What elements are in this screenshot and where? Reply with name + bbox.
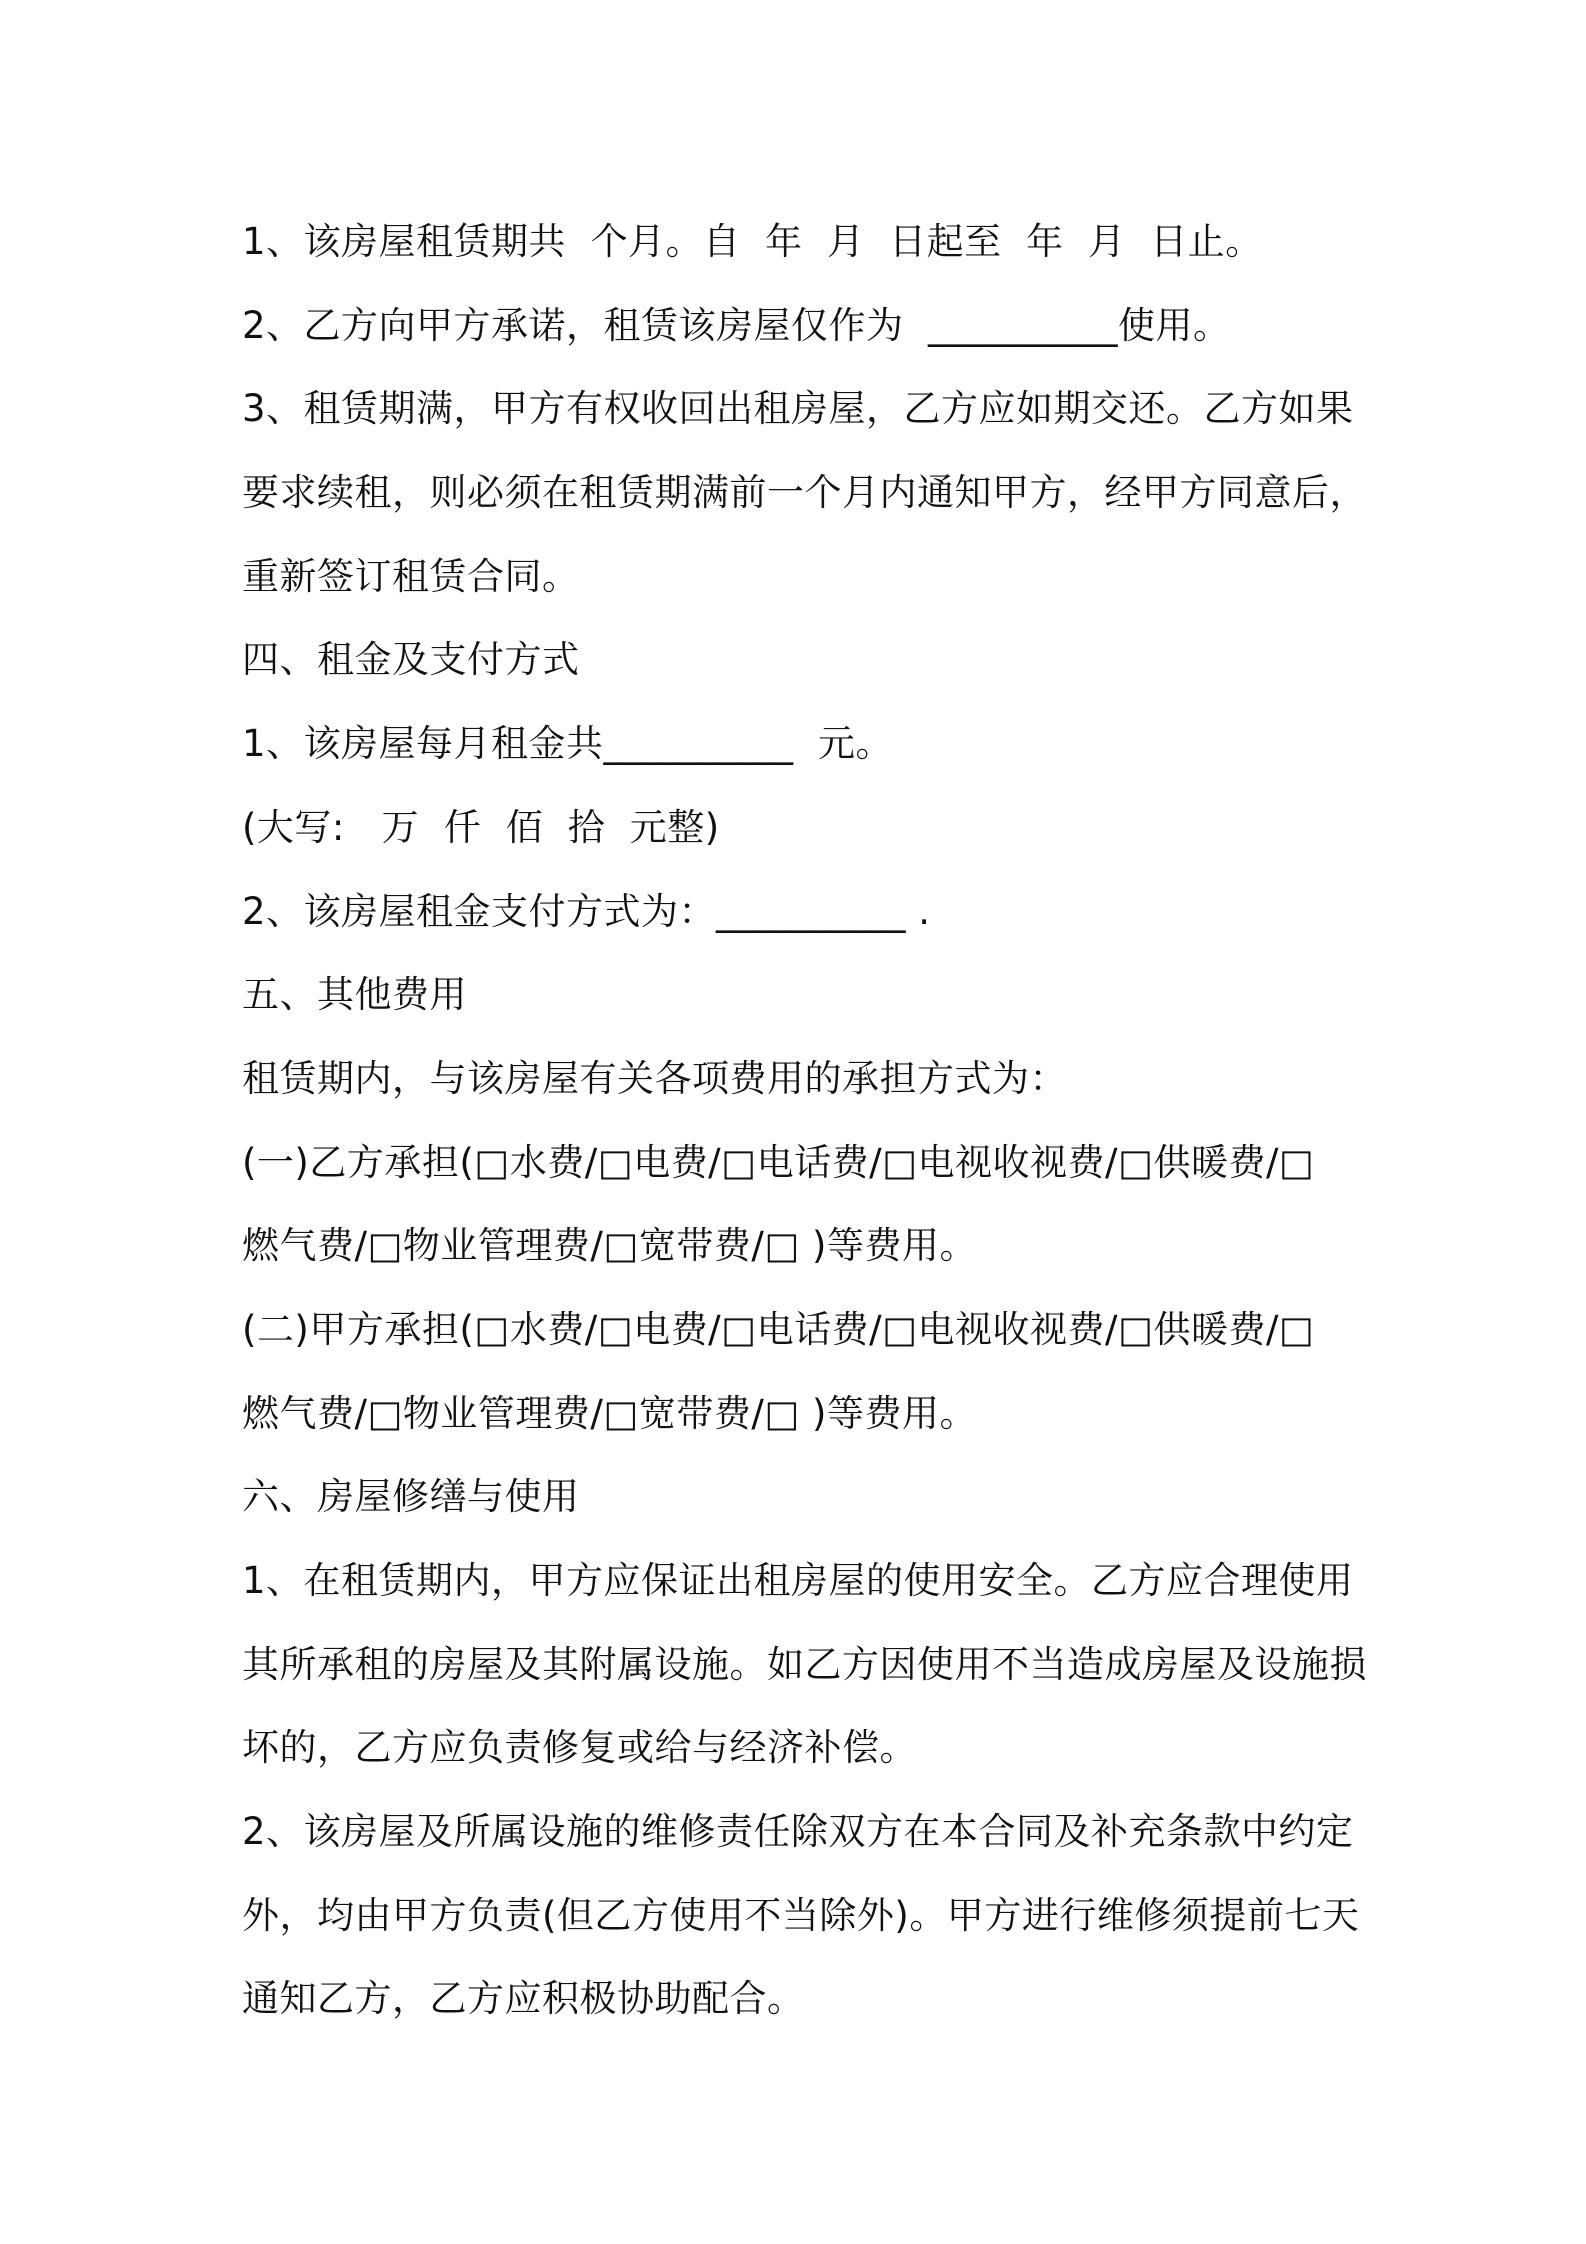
clause-renewal-line-1: 3、租赁期满，甲方有权收回出租房屋，乙方应如期交还。乙方如果 [242,387,1354,431]
clause-maintenance-line-1: 2、该房屋及所属设施的维修责任除双方在本合同及补充条款中约定 [242,1810,1354,1854]
clause-fees-intro: 租赁期内，与该房屋有关各项费用的承担方式为： [242,1056,1067,1100]
clause-landlord-fees-line-2: 燃气费/□物业管理费/□宽带费/□ )等费用。 [242,1391,977,1435]
clause-tenant-fees-line-2: 燃气费/□物业管理费/□宽带费/□ )等费用。 [242,1224,977,1268]
clause-renewal-line-3: 重新签订租赁合同。 [242,554,580,598]
section-heading-repair-use: 六、房屋修缮与使用 [242,1475,580,1519]
clause-landlord-fees-line-1: (二)甲方承担(□水费/□电费/□电话费/□电视收视费/□供暖费/□ [242,1307,1315,1351]
clause-safety-line-2: 其所承租的房屋及其附属设施。如乙方因使用不当造成房屋及设施损 [242,1642,1367,1686]
clause-monthly-rent: 1、该房屋每月租金共__________ 元。 [242,722,894,766]
clause-lease-term: 1、该房屋租赁期共 个月。自 年 月 日起至 年 月 日止。 [242,220,1263,263]
section-heading-other-fees: 五、其他费用 [242,973,467,1017]
clause-safety-line-1: 1、在租赁期内，甲方应保证出租房屋的使用安全。乙方应合理使用 [242,1559,1354,1602]
clause-renewal-line-2: 要求续租，则必须在租赁期满前一个月内通知甲方，经甲方同意后， [242,471,1367,515]
clause-maintenance-line-2: 外，均由甲方负责(但乙方使用不当除外)。甲方进行维修须提前七天 [242,1893,1360,1937]
clause-usage-promise: 2、乙方向甲方承诺，租赁该房屋仅作为 __________使用。 [242,303,1231,347]
clause-tenant-fees-line-1: (一)乙方承担(□水费/□电费/□电话费/□电视收视费/□供暖费/□ [242,1140,1315,1184]
document-body [242,200,1367,2041]
clause-maintenance-line-3: 通知乙方，乙方应积极协助配合。 [242,1977,805,2021]
clause-payment-method: 2、该房屋租金支付方式为：__________ . [242,889,931,933]
section-heading-rent-payment: 四、租金及支付方式 [242,638,580,682]
clause-rent-in-words: (大写: 万 仟 佰 拾 元整) [242,805,720,849]
clause-safety-line-3: 坏的，乙方应负责修复或给与经济补偿。 [242,1726,917,1770]
